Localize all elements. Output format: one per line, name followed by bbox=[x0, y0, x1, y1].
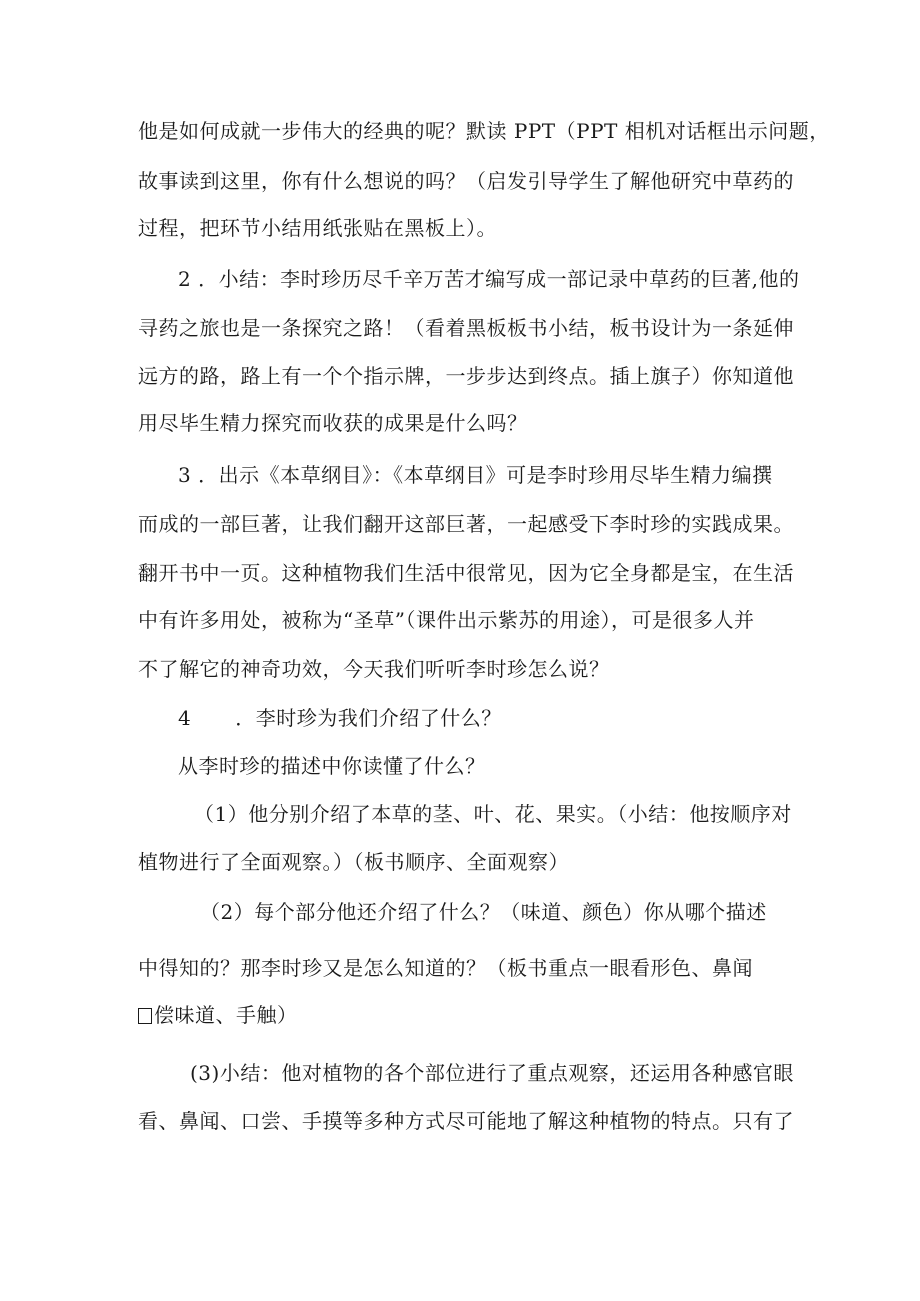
paragraph-line: 翻开书中一页。这种植物我们生活中很常见，因为它全身都是宝，在生活 bbox=[138, 561, 794, 585]
paragraph-line: 植物进行了全面观察。）（板书顺序、全面观察） bbox=[138, 850, 569, 874]
paragraph-line: 远方的路，路上有一个个指示牌，一步步达到终点。插上旗子）你知道他 bbox=[138, 364, 794, 388]
missing-glyph-box bbox=[138, 1008, 152, 1024]
paragraph-line: 寻药之旅也是一条探究之路！（看着黑板板书小结，板书设计为一条延伸 bbox=[138, 316, 794, 340]
paragraph-line: （2）每个部分他还介绍了什么？（味道、颜色）你从哪个描述 bbox=[200, 900, 767, 924]
paragraph-line: 从李时珍的描述中你读懂了什么？ bbox=[178, 754, 486, 778]
paragraph-line: 中有许多用处，被称为“圣草”（课件出示紫苏的用途），可是很多人并 bbox=[138, 608, 755, 632]
paragraph-line: 他是如何成就一步伟大的经典的呢？默读 PPT（PPT 相机对话框出示问题， bbox=[138, 119, 830, 143]
paragraph-line: 故事读到这里，你有什么想说的吗？（启发引导学生了解他研究中草药的 bbox=[138, 169, 794, 193]
paragraph-line: 中得知的？那李时珍又是怎么知道的？（板书重点一眼看形色、鼻闻 bbox=[138, 956, 753, 980]
paragraph-line: 2 ．小结：李时珍历尽千辛万苦才编写成一部记录中草药的巨著,他的 bbox=[178, 267, 800, 291]
list-item-4 bbox=[178, 706, 502, 730]
paragraph-line: 3 ．出示《本草纲目》：《本草纲目》可是李时珍用尽毕生精力编撰 bbox=[178, 463, 773, 487]
paragraph-line-with-box bbox=[138, 1003, 298, 1027]
paragraph-line: 而成的一部巨著，让我们翻开这部巨著，一起感受下李时珍的实践成果。 bbox=[138, 512, 794, 536]
list-item-text: ．李时珍为我们介绍了什么？ bbox=[235, 706, 502, 730]
paragraph-line: （1）他分别介绍了本草的茎、叶、花、果实。（小结：他按顺序对 bbox=[194, 802, 792, 826]
paragraph-line: 看、鼻闻、口尝、手摸等多种方式尽可能地了解这种植物的特点。只有了 bbox=[138, 1109, 794, 1133]
paragraph-line: (3)小结：他对植物的各个部位进行了重点观察，还运用各种感官眼 bbox=[190, 1061, 794, 1085]
paragraph-line: 用尽毕生精力探究而收获的成果是什么吗？ bbox=[138, 411, 528, 435]
paragraph-line: 过程，把环节小结用纸张贴在黑板上）。 bbox=[138, 216, 497, 240]
line-text: 偿味道、手触） bbox=[154, 1003, 298, 1027]
paragraph-line: 不了解它的神奇功效，今天我们听听李时珍怎么说？ bbox=[138, 657, 610, 681]
list-item-number: 4 bbox=[178, 706, 192, 730]
